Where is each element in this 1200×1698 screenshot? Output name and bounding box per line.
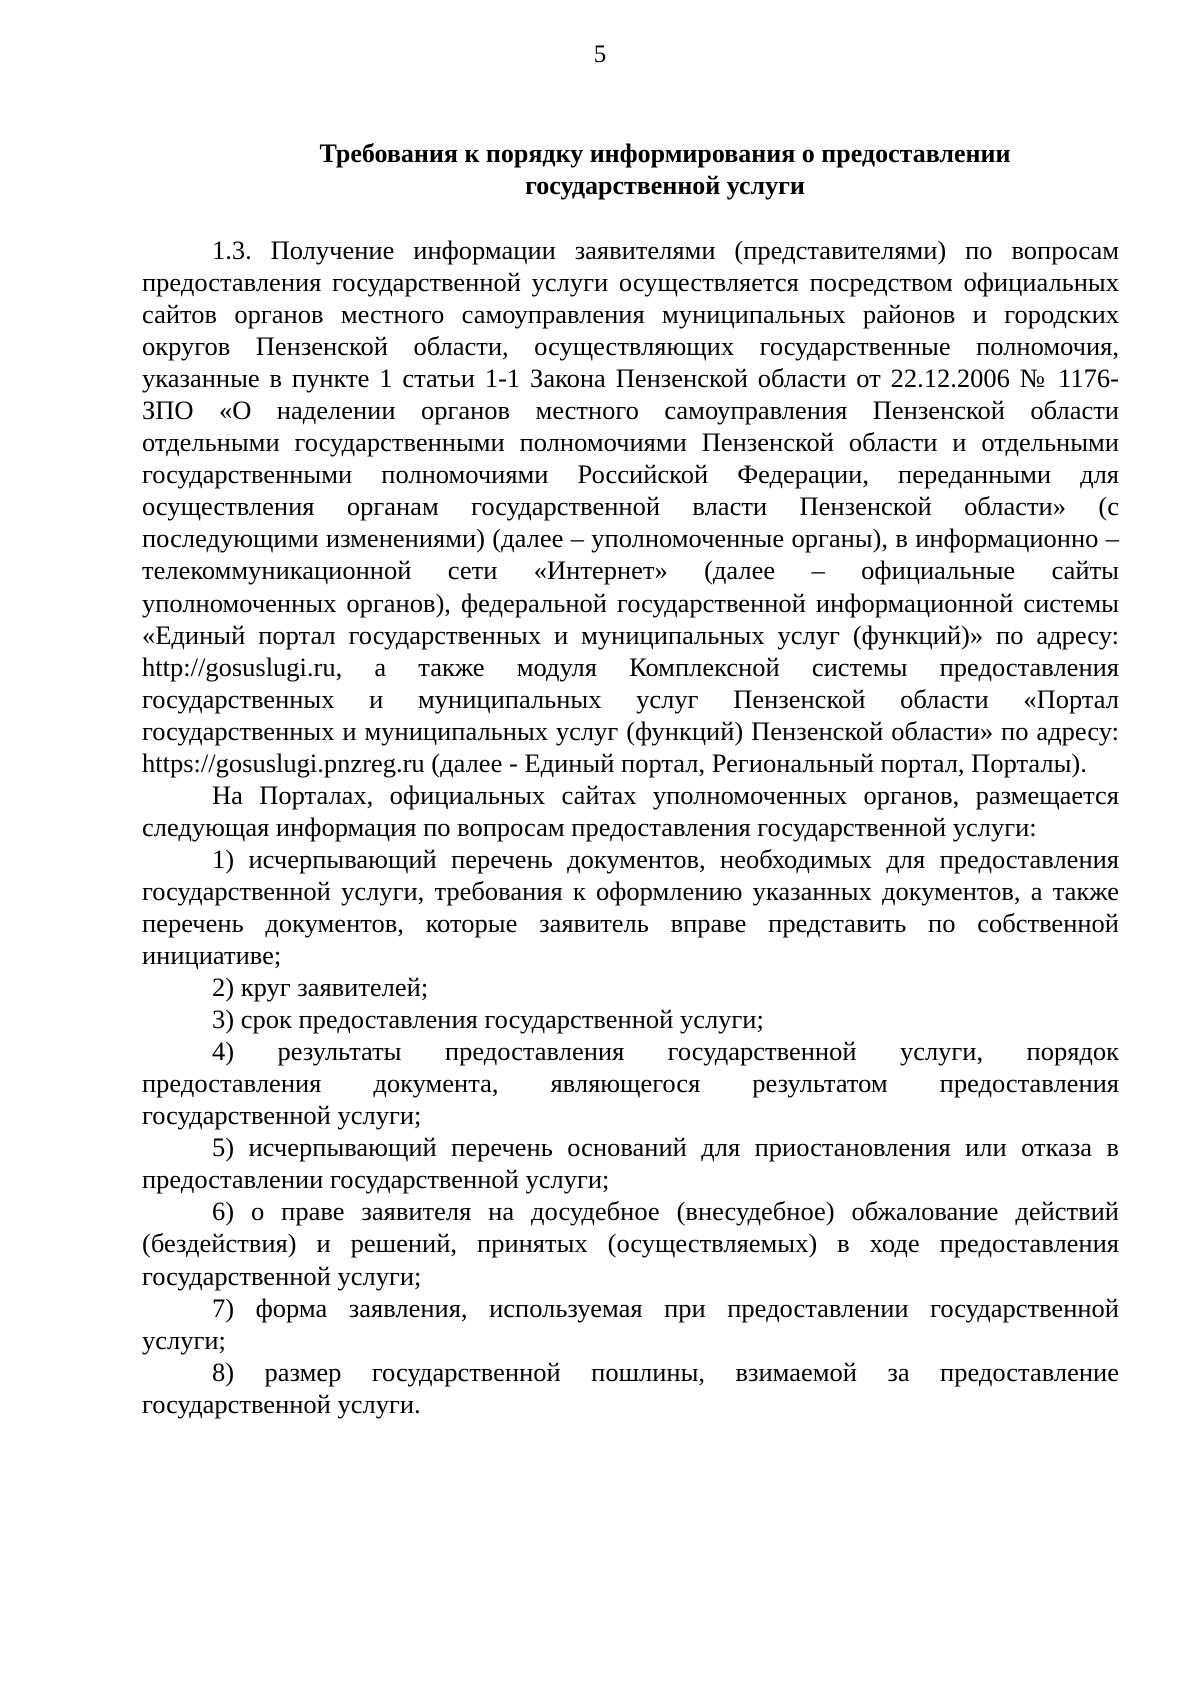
list-item-6: 6) о праве заявителя на досудебное (внесудебное) обжалование действий (бездействия) и решений, принятых (осуществляемых) в ходе предоставления государственной услуги; xyxy=(142,1196,1119,1291)
paragraph-portals-info: На Порталах, официальных сайтах уполномоченных органов, размещается следующая информация по вопросам предоставления государственной услуги: xyxy=(142,779,1119,842)
section-heading xyxy=(270,138,1060,202)
list-item-5: 5) исчерпывающий перечень оснований для приостановления или отказа в предоставлении государственной услуги; xyxy=(142,1132,1119,1195)
list-item-3: 3) срок предоставления государственной услуги; xyxy=(212,1004,764,1035)
list-item-4: 4) результаты предоставления государственной услуги, порядок предоставления документа, являющегося результатом предоставления государственной услуги; xyxy=(142,1036,1119,1131)
section-heading-line-2: государственной услуги xyxy=(525,171,805,200)
section-heading-line-1: Требования к порядку информирования о предоставлении xyxy=(319,139,1011,168)
list-item-1: 1) исчерпывающий перечень документов, необходимых для предоставления государственной услуги, требования к оформлению указанных документов, а также перечень документов, которые заявитель вправе представить по собственной инициативе; xyxy=(142,843,1119,971)
paragraph-1-3: 1.3. Получение информации заявителями (представителями) по вопросам предоставления государственной услуги осуществляется посредством официальных сайтов органов местного самоуправления муниципальных районов и городских округов Пензенской области, осуществляющих государственные полномочия, указанные в пункте 1 статьи 1-1 Закона Пензенской области от 22.12.2006 № 1176-ЗПО «О наделении органов местного самоуправления Пензенской области отдельными государственными полномочиями Пензенской области и отдельными государственными полномочиями Российской Федерации, переданными для осуществления органам государственной власти Пензенской области» (с последующими изменениями) (далее – уполномоченные органы), в информационно – телекоммуникационной сети «Интернет» (далее – официальные сайты уполномоченных органов), федеральной государственной информационной системы «Единый портал государственных и муниципальных услуг (функций)» по адресу: http://gosuslugi.ru, а также модуля Комплексной системы предоставления государственных и муниципальных услуг Пензенской области «Портал государственных и муниципальных услуг (функций) Пензенской области» по адресу: https://gosuslugi.pnzreg.ru (далее - Единый портал, Региональный портал, Порталы). xyxy=(142,235,1119,778)
list-item-2: 2) круг заявителей; xyxy=(212,972,429,1003)
page-number: 5 xyxy=(593,41,607,68)
list-item-8: 8) размер государственной пошлины, взимаемой за предоставление государственной услуги. xyxy=(142,1356,1119,1419)
list-item-7: 7) форма заявления, используемая при предоставлении государственной услуги; xyxy=(142,1292,1119,1355)
document-body xyxy=(142,234,1119,1420)
